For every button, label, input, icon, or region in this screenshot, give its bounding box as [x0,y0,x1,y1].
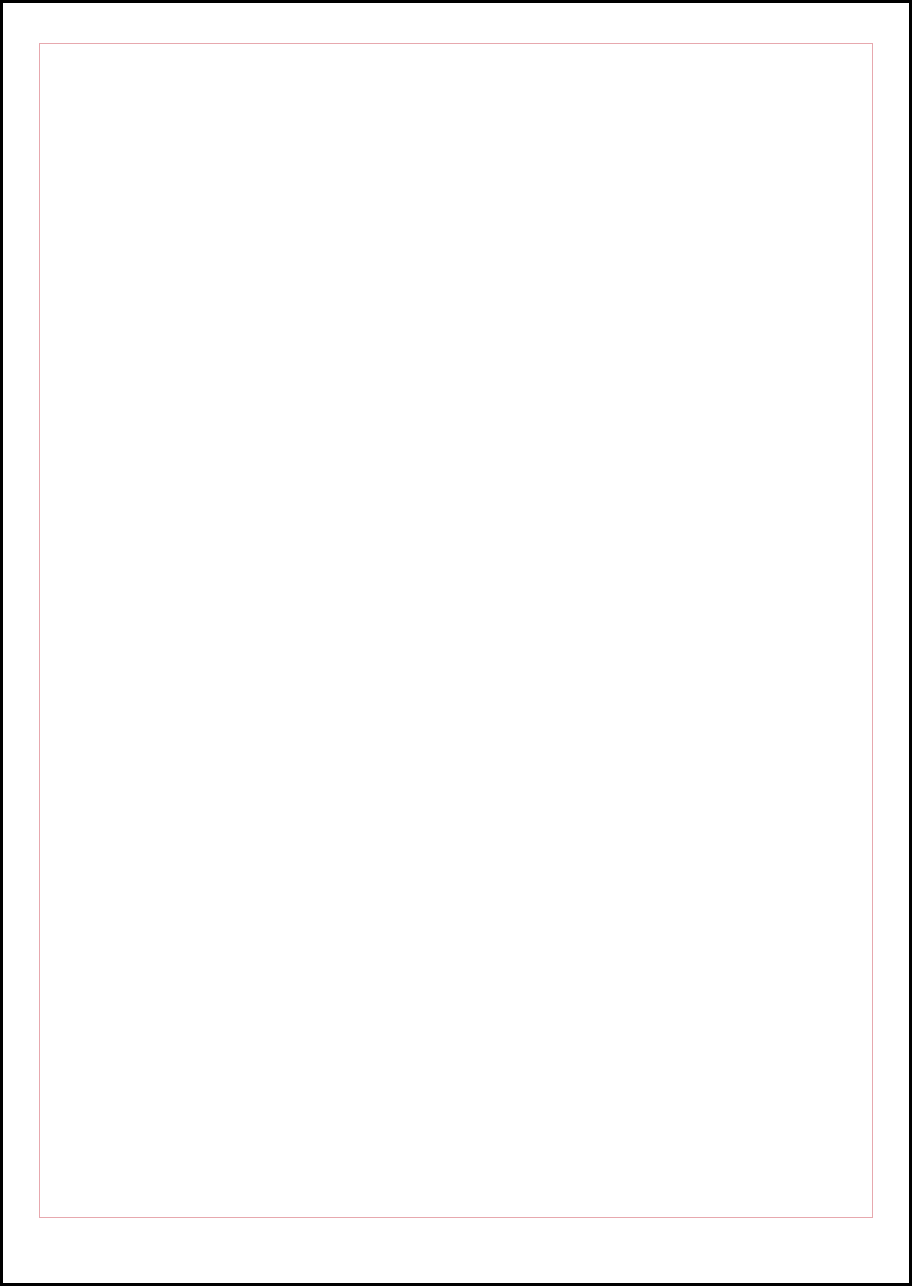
document-page-reference [884,43,900,243]
label-sheet-border [39,43,873,1218]
